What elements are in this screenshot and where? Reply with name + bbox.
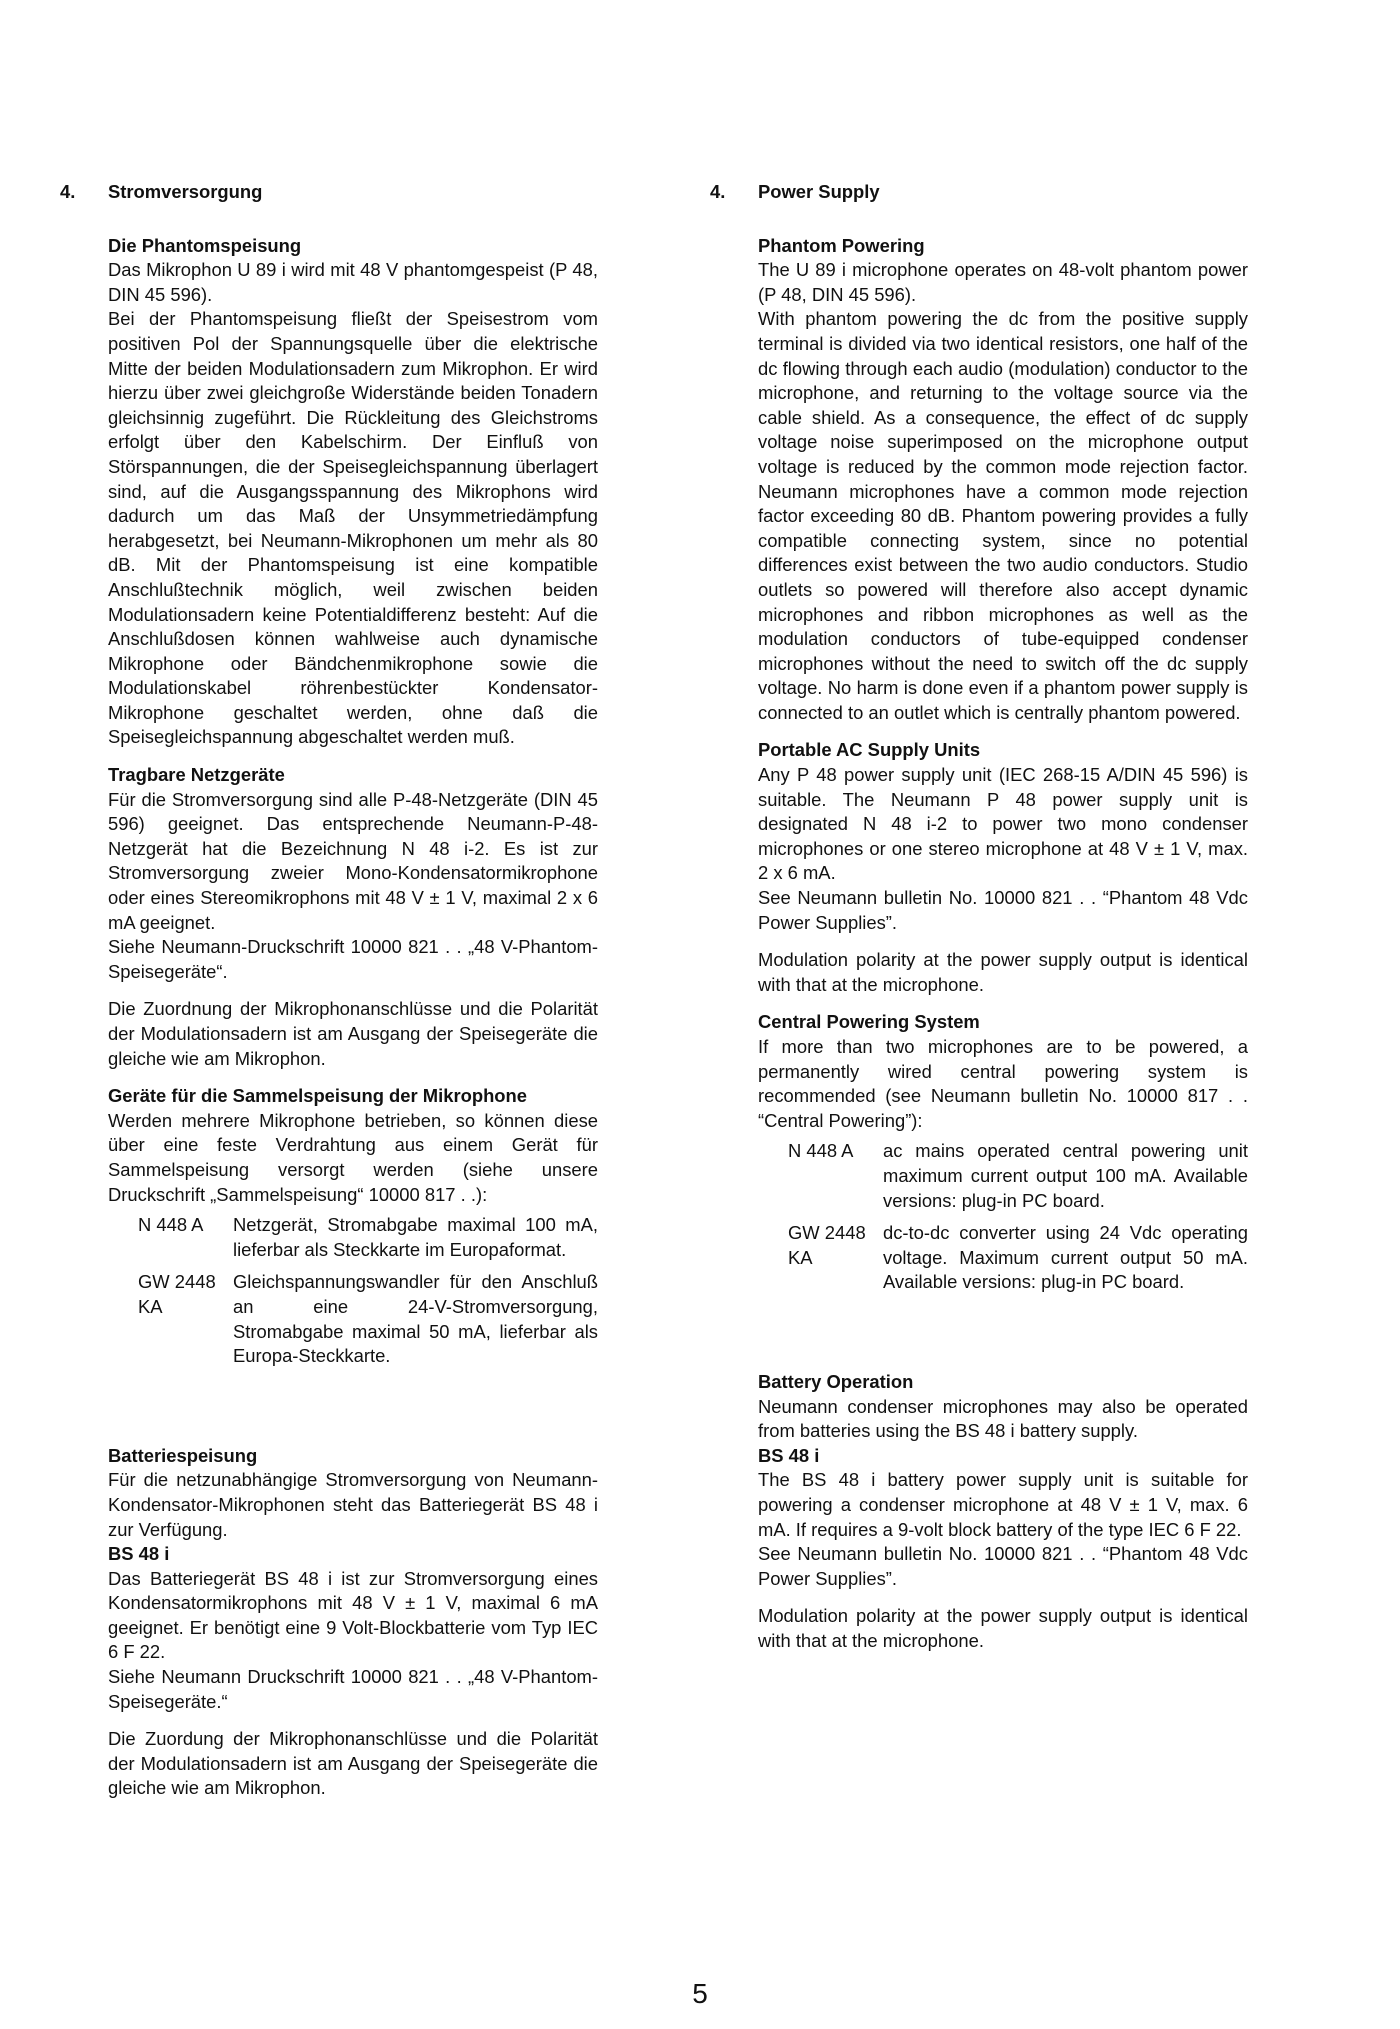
paragraph: Neumann condenser microphones may also be operated from batteries using the BS 48 i battery supply.	[758, 1395, 1248, 1442]
paragraph: See Neumann bulletin No. 10000 821 . . “Phantom 48 Vdc Power Supplies”.	[758, 887, 1248, 933]
paragraph: Any P 48 power supply unit (IEC 268-15 A/DIN 45 596) is suitable. The Neumann P 48 power supply unit is designated N 48 i-2 to power two mono condenser microphones or one stereo microphone at 48 V ± 1 V, max. 2 x 6 mA.	[758, 764, 1248, 884]
device-name: GW 2448 KA	[788, 1222, 866, 1268]
paragraph: With phantom powering the dc from the positive supply terminal is divided via two identical resistors, one half of the dc flowing through each audio (modulation) conductor to the microphone, and returning to the voltage source via the cable shield. As a consequence, the effect of dc supply voltage noise superimposed on the microphone output voltage is reduced by the common mode rejection factor. Neumann microphones have a common mode rejection factor exceeding 80 dB. Phantom powering provides a fully compatible connecting system, since no potential differences exist between the two audio conductors. Studio outlets so powered will therefore also accept dynamic microphones and ribbon microphones as well as the modulation conductors of tube-equipped condenser microphones without the need to switch off the dc supply voltage. No harm is done even if a phantom power supply is connected to an outlet which is centrally phantom powered.	[758, 308, 1248, 723]
section-heading: Phantom Powering	[758, 234, 925, 256]
section-heading: Geräte für die Sammelspeisung der Mikrophone	[108, 1085, 527, 1107]
device-description: dc-to-dc converter using 24 Vdc operating voltage. Maximum current output 50 mA. Available versions: plug-in PC board.	[883, 1222, 1248, 1293]
paragraph: Das Mikrophon U 89 i wird mit 48 V phantomgespeist (P 48, DIN 45 596).	[108, 259, 598, 305]
paragraph: The U 89 i microphone operates on 48-volt phantom power (P 48, DIN 45 596).	[758, 259, 1248, 305]
portable-section	[108, 763, 598, 1071]
section-heading: Portable AC Supply Units	[758, 739, 981, 761]
phantom-section	[758, 234, 1248, 726]
device-description: Gleichspannungswandler für den Anschluß an eine 24-V-Stromversorgung, Stromabgabe maximal 50 mA, lieferbar als Europa-Steckkarte.	[233, 1271, 598, 1367]
section-heading: Central Powering System	[758, 1011, 980, 1033]
device-entry	[758, 1221, 1248, 1295]
paragraph: Bei der Phantomspeisung fließt der Speisestrom vom positiven Pol der Spannungsquelle über die elektrische Mitte der beiden Modulationsadern zum Mikrophon. Er wird hierzu über zwei gleichgroße Widerstände beiden Tonadern gleichsinnig zugeführt. Die Rückleitung des Gleichstroms erfolgt über den Kabelschirm. Der Einfluß von Störspannungen, die der Speisegleichspannung überlagert sind, auf die Ausgangsspannung des Mikrophons wird dadurch um das Maß der Unsymmetriedämpfung herabgesetzt, bei Neumann-Mikrophonen um mehr als 80 dB. Mit der Phantomspeisung ist eine kompatible Anschlußtechnik möglich, weil zwischen beiden Modulationsadern keine Potentialdifferenz besteht: Auf die Anschlußdosen können wahlweise auch dynamische Mikrophone oder Bändchenmikrophone sowie die Modulationskabel röhrenbestückter Kondensator-Mikrophone geschaltet werden, ohne daß die Speisegleichspannung abgeschaltet werden muß.	[108, 308, 598, 748]
section-title: 4. Power Supply	[710, 181, 880, 202]
subheading: BS 48 i	[758, 1444, 820, 1466]
paragraph: Siehe Neumann-Druckschrift 10000 821 . . „48 V-Phantom-Speisegeräte“.	[108, 936, 598, 982]
paragraph: Die Zuordnung der Mikrophonanschlüsse und die Polarität der Modulationsadern ist am Ausgang der Speisegeräte die gleiche wie am Mikrophon.	[108, 998, 598, 1069]
paragraph: The BS 48 i battery power supply unit is suitable for powering a condenser microphone at 48 V ± 1 V, max. 6 mA. If requires a 9-volt block battery of the type IEC 6 F 22.	[758, 1469, 1248, 1540]
device-entry	[108, 1213, 598, 1262]
device-entry	[108, 1270, 598, 1368]
device-name: N 448 A	[788, 1140, 854, 1162]
paragraph: If more than two microphones are to be powered, a permanently wired central powering system is recommended (see Neumann bulletin No. 10000 817 . . “Central Powering”):	[758, 1036, 1248, 1131]
section-title: 4. Stromversorgung	[60, 181, 263, 202]
battery-section	[758, 1370, 1248, 1654]
paragraph: Für die netzunabhängige Stromversorgung von Neumann-Kondensator-Mikrophonen steht das Batteriegerät BS 48 i zur Verfügung.	[108, 1469, 598, 1540]
paragraph: Modulation polarity at the power supply output is identical with that at the microphone.	[758, 1605, 1248, 1651]
paragraph: Die Zuordung der Mikrophonanschlüsse und die Polarität der Modulationsadern ist am Ausgang der Speisegeräte die gleiche wie am Mikrophon.	[108, 1728, 598, 1799]
device-description: ac mains operated central powering unit maximum current output 100 mA. Available versions: plug-in PC board.	[883, 1140, 1248, 1211]
english-column	[710, 180, 1248, 1666]
german-column	[60, 180, 598, 1814]
paragraph: Modulation polarity at the power supply output is identical with that at the microphone.	[758, 949, 1248, 995]
paragraph: Das Batteriegerät BS 48 i ist zur Stromversorgung eines Kondensatormikrophons mit 48 V ± 1 V, maximal 6 mA geeignet. Er benötigt eine 9 Volt-Blockbatterie vom Typ IEC 6 F 22.	[108, 1567, 598, 1663]
section-heading: Die Phantomspeisung	[108, 234, 302, 256]
paragraph: Für die Stromversorgung sind alle P-48-Netzgeräte (DIN 45 596) geeignet. Das entsprechende Neumann-P-48-Netzgerät hat die Bezeichnung N 48 i-2. Es ist zur Stromversorgung zweier Mono-Kondensatormikrophone oder eines Stereomikrophons mit 48 V ± 1 V, maximal 2 x 6 mA geeignet.	[108, 788, 598, 933]
central-section	[758, 1010, 1248, 1295]
device-name: GW 2448 KA	[138, 1271, 216, 1317]
central-section	[108, 1084, 598, 1369]
paragraph: Werden mehrere Mikrophone betrieben, so können diese über eine feste Verdrahtung aus einem Gerät für Sammelspeisung versorgt werden (siehe unsere Druckschrift „Sammelspeisung“ 10000 817 . .):	[108, 1109, 598, 1205]
device-entry	[758, 1139, 1248, 1213]
page-number: 5	[692, 1978, 708, 2009]
paragraph: See Neumann bulletin No. 10000 821 . . “Phantom 48 Vdc Power Supplies”.	[758, 1543, 1248, 1589]
paragraph: Siehe Neumann Druckschrift 10000 821 . . „48 V-Phantom-Speisegeräte.“	[108, 1666, 598, 1712]
section-heading: Batteriespeisung	[108, 1444, 258, 1466]
section-heading: Battery Operation	[758, 1370, 914, 1392]
portable-section	[758, 738, 1248, 997]
battery-section	[108, 1444, 598, 1801]
device-name: N 448 A	[138, 1214, 204, 1236]
section-heading: Tragbare Netzgeräte	[108, 764, 285, 786]
device-description: Netzgerät, Stromabgabe maximal 100 mA, lieferbar als Steckkarte im Europaformat.	[233, 1214, 598, 1260]
subheading: BS 48 i	[108, 1543, 170, 1565]
phantom-section	[108, 234, 598, 750]
